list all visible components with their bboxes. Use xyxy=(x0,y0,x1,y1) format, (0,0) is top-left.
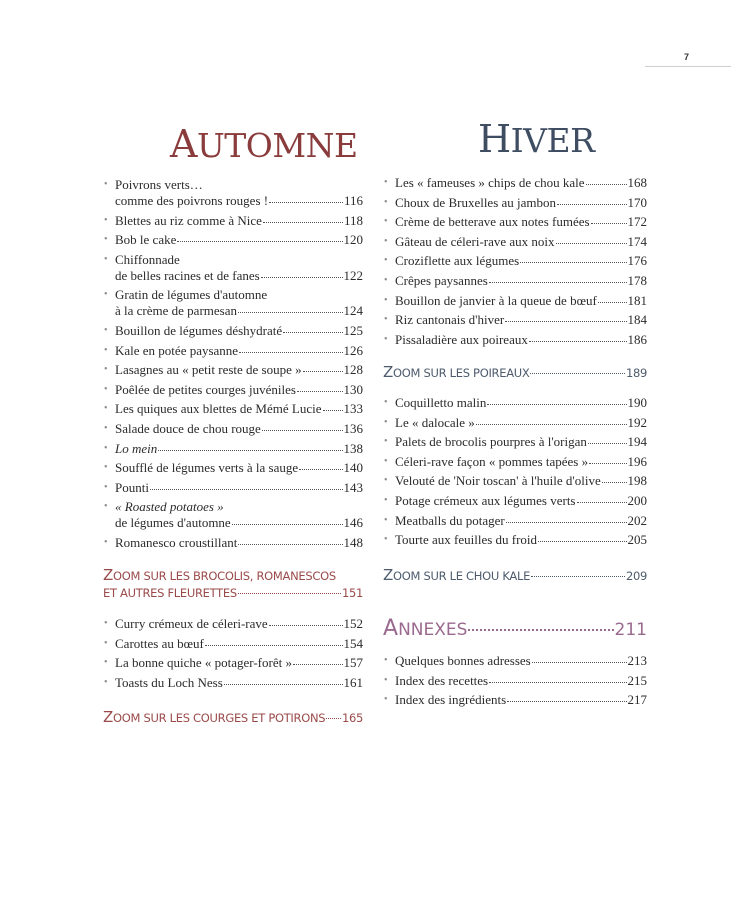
toc-entry-label: Toasts du Loch Ness xyxy=(115,674,223,690)
bullet-icon: • xyxy=(384,314,388,326)
toc-entry-page: 122 xyxy=(343,267,363,283)
bullet-icon: • xyxy=(104,657,108,669)
toc-entry[interactable] xyxy=(383,395,647,411)
toc-entry-page: 125 xyxy=(343,322,363,338)
dot-leader xyxy=(577,502,627,503)
toc-entry-label: Céleri-rave façon « pommes tapées » xyxy=(395,453,589,469)
toc-entry[interactable] xyxy=(383,175,647,191)
winter-recipe-list-2 xyxy=(383,395,647,552)
bullet-icon: • xyxy=(384,294,388,306)
toc-entry[interactable] xyxy=(103,499,363,531)
toc-entry-label: Bouillon de janvier à la queue de bœuf xyxy=(395,292,597,308)
toc-entry-label: comme des poivrons rouges ! xyxy=(115,193,269,208)
toc-entry-page: 161 xyxy=(343,674,363,690)
toc-entry[interactable] xyxy=(103,177,363,209)
toc-entry-page: 198 xyxy=(627,473,647,489)
toc-entry[interactable] xyxy=(103,441,363,457)
dot-leader xyxy=(557,204,626,205)
toc-entry-page: 215 xyxy=(627,672,647,688)
bullet-icon: • xyxy=(104,442,108,454)
bullet-icon: • xyxy=(104,637,108,649)
toc-entry[interactable] xyxy=(383,312,647,328)
toc-entry-label: Salade douce de chou rouge xyxy=(115,420,261,436)
toc-entry[interactable] xyxy=(383,513,647,529)
toc-entry-page: 124 xyxy=(343,303,363,319)
toc-entry[interactable] xyxy=(383,532,647,548)
toc-entry-label: Velouté de 'Noir toscan' à l'huile d'olive xyxy=(395,473,601,489)
bullet-icon: • xyxy=(384,436,388,448)
bullet-icon: • xyxy=(384,255,388,267)
toc-entry-page: 190 xyxy=(627,395,647,410)
toc-entry-label: Lasagnes au « petit reste de soupe » xyxy=(115,362,302,378)
toc-entry-page: 146 xyxy=(343,515,363,531)
autumn-title: AUTOMNE xyxy=(170,122,358,166)
toc-entry-label: Chiffonnade xyxy=(115,251,180,267)
toc-entry-page: 172 xyxy=(627,214,647,230)
toc-entry-label: Soufflé de légumes verts à la sauge xyxy=(115,460,299,476)
bullet-icon: • xyxy=(104,618,108,629)
bullet-icon: • xyxy=(384,514,388,526)
toc-entry-label: Crème de betterave aux notes fumées xyxy=(395,214,590,230)
toc-entry-label: Lo mein xyxy=(115,440,158,456)
dot-leader xyxy=(232,524,343,525)
bullet-icon: • xyxy=(104,536,108,548)
bullet-icon: • xyxy=(104,501,108,513)
toc-entry-page: 196 xyxy=(627,453,647,469)
bullet-icon: • xyxy=(384,534,388,546)
zoom-brocolis-heading[interactable]: ZOOM SUR LES BROCOLIS, ROMANESCOS ET AUTRES FLEURETTES 151 xyxy=(103,566,363,600)
toc-entry-label: Croziflette aux légumes xyxy=(395,253,520,269)
toc-entry[interactable] xyxy=(103,382,363,398)
dot-leader xyxy=(283,332,342,333)
toc-entry[interactable] xyxy=(103,535,363,551)
dot-leader xyxy=(150,489,343,490)
winter-title: HIVER xyxy=(478,117,595,161)
dot-leader xyxy=(297,391,343,392)
toc-entry-label: Palets de brocolis pourpres à l'origan xyxy=(395,434,587,450)
toc-entry-label: Index des recettes xyxy=(395,672,489,688)
toc-entry[interactable] xyxy=(383,293,647,309)
dot-leader xyxy=(303,371,343,372)
dot-leader xyxy=(323,410,343,411)
dot-leader xyxy=(476,424,627,425)
toc-entry-page: 120 xyxy=(343,232,363,248)
toc-entry-page: 118 xyxy=(343,212,363,228)
toc-entry-label: « Roasted potatoes » xyxy=(115,499,224,515)
toc-entry-label: Romanesco croustillant xyxy=(115,534,238,550)
toc-entry-label: Pissaladière aux poireaux xyxy=(395,331,528,347)
autumn-recipe-list-2 xyxy=(103,616,363,694)
toc-entry-label: Index des ingrédients xyxy=(395,692,507,708)
dot-leader xyxy=(505,321,626,322)
bullet-icon: • xyxy=(104,214,108,226)
toc-entry-page: 152 xyxy=(343,616,363,631)
dot-leader xyxy=(293,664,343,665)
toc-entry[interactable] xyxy=(103,213,363,229)
toc-entry[interactable] xyxy=(103,323,363,339)
toc-entry-label: Choux de Bruxelles au jambon xyxy=(395,194,557,210)
bullet-icon: • xyxy=(384,494,388,506)
toc-entry-page: 168 xyxy=(627,175,647,190)
toc-entry[interactable] xyxy=(103,480,363,496)
toc-entry-page: 143 xyxy=(343,479,363,495)
toc-entry[interactable] xyxy=(383,454,647,470)
bullet-icon: • xyxy=(384,196,388,208)
toc-entry-label: Gratin de légumes d'automne xyxy=(115,287,268,303)
toc-entry-label: Poivrons verts… xyxy=(115,177,203,192)
toc-entry-label: à la crème de parmesan xyxy=(115,303,237,319)
autumn-recipe-list xyxy=(103,177,363,555)
annexes-heading[interactable]: ANNEXES 211 xyxy=(383,616,647,641)
dot-leader xyxy=(158,450,342,451)
dot-leader xyxy=(299,469,342,470)
dot-leader xyxy=(591,223,627,224)
toc-entry-page: 170 xyxy=(627,194,647,210)
toc-entry-page: 181 xyxy=(627,292,647,308)
toc-entry-label: de belles racines et de fanes xyxy=(115,267,260,283)
toc-entry-page: 126 xyxy=(343,342,363,358)
toc-entry-page: 184 xyxy=(627,312,647,328)
toc-entry-page: 133 xyxy=(343,401,363,417)
dot-leader xyxy=(532,662,627,663)
toc-entry-label: Poêlée de petites courges juvéniles xyxy=(115,381,296,397)
toc-entry[interactable] xyxy=(383,332,647,348)
dot-leader xyxy=(507,701,626,702)
dot-leader xyxy=(262,430,343,431)
toc-entry-page: 157 xyxy=(343,655,363,671)
toc-entry-page: 128 xyxy=(343,362,363,378)
bullet-icon: • xyxy=(104,676,108,688)
toc-entry-label: Les quiques aux blettes de Mémé Lucie xyxy=(115,401,322,417)
bullet-icon: • xyxy=(104,422,108,434)
toc-entry-label: Gâteau de céleri-rave aux noix xyxy=(395,233,555,249)
toc-entry[interactable] xyxy=(103,401,363,417)
bullet-icon: • xyxy=(384,416,388,428)
toc-entry[interactable] xyxy=(103,232,363,248)
toc-entry-page: 202 xyxy=(627,512,647,528)
toc-entry-page: 148 xyxy=(343,534,363,550)
bullet-icon: • xyxy=(104,481,108,493)
dot-leader xyxy=(529,341,627,342)
dot-leader xyxy=(489,282,627,283)
toc-entry-page: 138 xyxy=(343,440,363,456)
toc-entry[interactable] xyxy=(383,234,647,250)
dot-leader xyxy=(238,312,343,313)
dot-leader xyxy=(489,682,626,683)
header-rule xyxy=(645,66,731,67)
toc-entry[interactable] xyxy=(103,460,363,476)
dot-leader xyxy=(263,222,343,223)
toc-entry-label: La bonne quiche « potager-forêt » xyxy=(115,655,292,671)
bullet-icon: • xyxy=(104,364,108,376)
toc-entry[interactable] xyxy=(383,273,647,289)
toc-entry[interactable] xyxy=(383,473,647,489)
toc-entry-page: 194 xyxy=(627,434,647,450)
toc-entry[interactable] xyxy=(383,415,647,431)
toc-entry-page: 178 xyxy=(627,272,647,288)
bullet-icon: • xyxy=(104,383,108,395)
toc-entry[interactable] xyxy=(103,636,363,652)
toc-entry-label: Bob le cake xyxy=(115,232,177,248)
toc-entry[interactable] xyxy=(103,675,363,691)
zoom-poireaux-heading[interactable]: ZOOM SUR LES POIREAUX 189 xyxy=(383,363,647,381)
toc-entry-label: Bouillon de légumes déshydraté xyxy=(115,322,283,338)
toc-entry[interactable] xyxy=(383,434,647,450)
bullet-icon: • xyxy=(104,179,108,190)
dot-leader xyxy=(602,482,627,483)
dot-leader xyxy=(238,544,342,545)
bullet-icon: • xyxy=(104,234,108,246)
page-number: 7 xyxy=(684,52,690,62)
toc-entry-label: Le « dalocale » xyxy=(395,414,475,430)
zoom-courges-heading[interactable]: ZOOM SUR LES COURGES ET POTIRONS 165 xyxy=(103,708,363,726)
toc-entry[interactable] xyxy=(383,673,647,689)
toc-entry[interactable] xyxy=(383,253,647,269)
bullet-icon: • xyxy=(104,289,108,301)
toc-entry-page: 186 xyxy=(627,331,647,347)
toc-entry-page: 205 xyxy=(627,532,647,548)
toc-entry-label: Crêpes paysannes xyxy=(395,272,488,288)
toc-entry[interactable] xyxy=(383,493,647,509)
dot-leader xyxy=(205,645,343,646)
winter-recipe-list xyxy=(383,175,647,351)
toc-entry-page: 213 xyxy=(627,653,647,668)
bullet-icon: • xyxy=(384,455,388,467)
toc-entry[interactable] xyxy=(103,343,363,359)
bullet-icon: • xyxy=(104,462,108,474)
dot-leader xyxy=(177,241,342,242)
toc-entry[interactable] xyxy=(103,616,363,632)
toc-entry-label: de légumes d'automne xyxy=(115,515,231,531)
toc-entry-page: 154 xyxy=(343,635,363,651)
toc-entry-page: 130 xyxy=(343,381,363,397)
toc-entry-page: 136 xyxy=(343,420,363,436)
toc-entry-label: Carottes au bœuf xyxy=(115,635,204,651)
bullet-icon: • xyxy=(384,694,388,706)
toc-entry[interactable] xyxy=(383,692,647,708)
toc-entry[interactable] xyxy=(103,252,363,284)
toc-entry[interactable] xyxy=(103,421,363,437)
toc-entry-label: Les « fameuses » chips de chou kale xyxy=(395,175,585,190)
dot-leader xyxy=(269,202,343,203)
bullet-icon: • xyxy=(104,253,108,265)
toc-entry-label: Curry crémeux de céleri-rave xyxy=(115,616,268,631)
toc-entry[interactable] xyxy=(103,287,363,319)
bullet-icon: • xyxy=(384,177,388,188)
bullet-icon: • xyxy=(384,235,388,247)
bullet-icon: • xyxy=(384,397,388,408)
toc-entry[interactable] xyxy=(383,195,647,211)
bullet-icon: • xyxy=(104,403,108,415)
toc-entry[interactable] xyxy=(103,362,363,378)
dot-leader xyxy=(586,184,627,185)
bullet-icon: • xyxy=(384,216,388,228)
toc-entry[interactable] xyxy=(383,214,647,230)
toc-entry-page: 192 xyxy=(627,414,647,430)
toc-entry[interactable] xyxy=(103,655,363,671)
toc-entry-label: Coquilletto malin xyxy=(395,395,487,410)
toc-entry-label: Potage crémeux aux légumes verts xyxy=(395,492,576,508)
dot-leader xyxy=(261,277,343,278)
toc-entry-page: 217 xyxy=(627,692,647,708)
dot-leader xyxy=(506,522,627,523)
dot-leader xyxy=(598,302,627,303)
dot-leader xyxy=(487,404,626,405)
dot-leader xyxy=(588,443,627,444)
bullet-icon: • xyxy=(384,475,388,487)
toc-entry-label: Tourte aux feuilles du froid xyxy=(395,532,538,548)
toc-entry-label: Quelques bonnes adresses xyxy=(395,653,531,668)
dot-leader xyxy=(520,262,626,263)
bullet-icon: • xyxy=(104,324,108,336)
bullet-icon: • xyxy=(384,333,388,345)
toc-entry-label: Pounti xyxy=(115,479,149,495)
toc-entry-page: 200 xyxy=(627,492,647,508)
toc-entry[interactable] xyxy=(383,653,647,669)
toc-entry-page: 174 xyxy=(627,233,647,249)
bullet-icon: • xyxy=(104,344,108,356)
toc-entry-page: 176 xyxy=(627,253,647,269)
annexes-list xyxy=(383,653,647,712)
toc-entry-label: Meatballs du potager xyxy=(395,512,505,528)
toc-entry-label: Riz cantonais d'hiver xyxy=(395,312,505,328)
zoom-kale-heading[interactable]: ZOOM SUR LE CHOU KALE 209 xyxy=(383,566,647,584)
toc-entry-label: Kale en potée paysanne xyxy=(115,342,239,358)
dot-leader xyxy=(224,684,343,685)
bullet-icon: • xyxy=(384,655,388,666)
dot-leader xyxy=(239,352,342,353)
bullet-icon: • xyxy=(384,674,388,686)
dot-leader xyxy=(538,541,626,542)
dot-leader xyxy=(589,463,626,464)
toc-entry-page: 140 xyxy=(343,460,363,476)
toc-entry-label: Blettes au riz comme à Nice xyxy=(115,212,262,228)
bullet-icon: • xyxy=(384,274,388,286)
dot-leader xyxy=(556,243,627,244)
toc-entry-page: 116 xyxy=(343,193,363,208)
dot-leader xyxy=(269,625,343,626)
